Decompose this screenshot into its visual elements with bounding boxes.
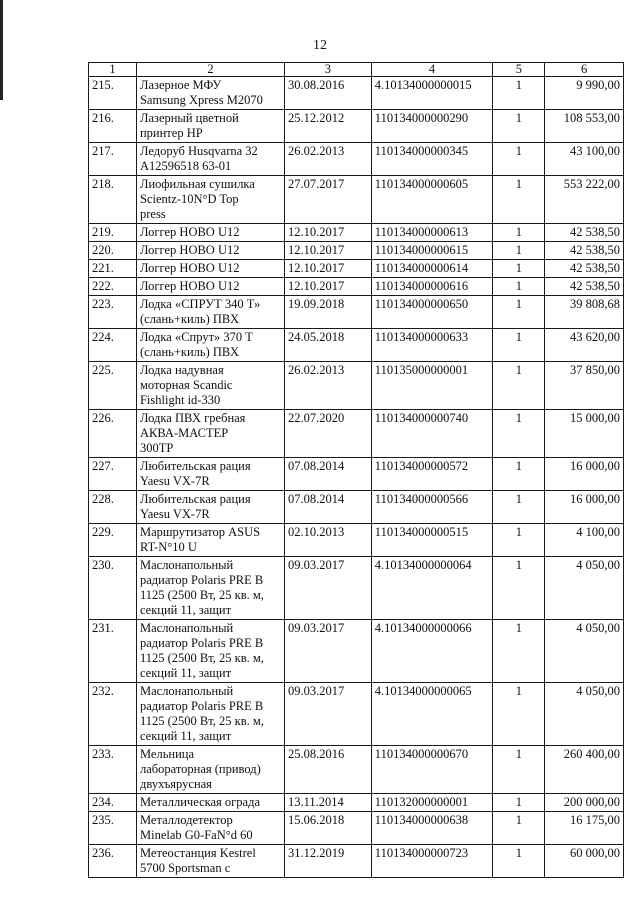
row-number: 234.: [89, 794, 137, 812]
acquisition-date: 12.10.2017: [285, 242, 372, 260]
column-header-4: 4: [371, 63, 492, 77]
acquisition-date: 07.08.2014: [285, 491, 372, 524]
item-name: Лазерный цветной принтер HP: [136, 110, 284, 143]
table-row: [89, 260, 624, 278]
cost-value: 4 050,00: [545, 683, 624, 746]
inventory-number: 110134000000613: [371, 224, 492, 242]
acquisition-date: 09.03.2017: [285, 620, 372, 683]
acquisition-date: 09.03.2017: [285, 557, 372, 620]
table-row: [89, 620, 624, 683]
row-number: 232.: [89, 683, 137, 746]
table-row: [89, 224, 624, 242]
item-name: Любительская рация Yaesu VX-7R: [136, 458, 284, 491]
quantity: 1: [493, 329, 545, 362]
quantity: 1: [493, 77, 545, 110]
column-header-5: 5: [493, 63, 545, 77]
column-header-2: 2: [136, 63, 284, 77]
inventory-number: 110134000000614: [371, 260, 492, 278]
item-name: Маршрутизатор ASUS RT-N°10 U: [136, 524, 284, 557]
row-number: 227.: [89, 458, 137, 491]
row-number: 236.: [89, 845, 137, 878]
inventory-number: 4.10134000000066: [371, 620, 492, 683]
row-number: 231.: [89, 620, 137, 683]
quantity: 1: [493, 410, 545, 458]
column-header-3: 3: [285, 63, 372, 77]
cost-value: 43 620,00: [545, 329, 624, 362]
table-row: [89, 242, 624, 260]
item-name: Металлическая ограда: [136, 794, 284, 812]
item-name: Логгер HOBO U12: [136, 260, 284, 278]
item-name: Ледоруб Husqvarna 32 A12596518 63-01: [136, 143, 284, 176]
table-row: [89, 458, 624, 491]
table-row: [89, 77, 624, 110]
column-header-1: 1: [89, 63, 137, 77]
quantity: 1: [493, 812, 545, 845]
row-number: 224.: [89, 329, 137, 362]
cost-value: 39 808,68: [545, 296, 624, 329]
quantity: 1: [493, 260, 545, 278]
cost-value: 16 000,00: [545, 491, 624, 524]
acquisition-date: 12.10.2017: [285, 278, 372, 296]
acquisition-date: 09.03.2017: [285, 683, 372, 746]
row-number: 228.: [89, 491, 137, 524]
row-number: 226.: [89, 410, 137, 458]
cost-value: 4 050,00: [545, 620, 624, 683]
table-row: [89, 845, 624, 878]
row-number: 222.: [89, 278, 137, 296]
cost-value: 15 000,00: [545, 410, 624, 458]
acquisition-date: 24.05.2018: [285, 329, 372, 362]
inventory-number: 110134000000670: [371, 746, 492, 794]
acquisition-date: 22.07.2020: [285, 410, 372, 458]
table-row: [89, 278, 624, 296]
quantity: 1: [493, 746, 545, 794]
quantity: 1: [493, 362, 545, 410]
quantity: 1: [493, 845, 545, 878]
item-name: Лазерное МФУ Samsung Xpress M2070: [136, 77, 284, 110]
item-name: Металлодетектор Minelab G0-FaN°d 60: [136, 812, 284, 845]
cost-value: 9 990,00: [545, 77, 624, 110]
row-number: 230.: [89, 557, 137, 620]
quantity: 1: [493, 176, 545, 224]
quantity: 1: [493, 224, 545, 242]
inventory-number: 110134000000633: [371, 329, 492, 362]
cost-value: 42 538,50: [545, 224, 624, 242]
table-row: [89, 410, 624, 458]
table-row: [89, 557, 624, 620]
cost-value: 4 100,00: [545, 524, 624, 557]
cost-value: 43 100,00: [545, 143, 624, 176]
acquisition-date: 07.08.2014: [285, 458, 372, 491]
row-number: 225.: [89, 362, 137, 410]
inventory-number: 110134000000638: [371, 812, 492, 845]
item-name: Маслонапольный радиатор Polaris PRE B 1125 (2500 Вт, 25 кв. м, секций 11, защит: [136, 620, 284, 683]
quantity: 1: [493, 143, 545, 176]
quantity: 1: [493, 242, 545, 260]
acquisition-date: 15.06.2018: [285, 812, 372, 845]
row-number: 219.: [89, 224, 137, 242]
cost-value: 60 000,00: [545, 845, 624, 878]
table-row: [89, 296, 624, 329]
row-number: 221.: [89, 260, 137, 278]
quantity: 1: [493, 491, 545, 524]
table-row: [89, 683, 624, 746]
inventory-number: 110134000000615: [371, 242, 492, 260]
inventory-number: 110134000000650: [371, 296, 492, 329]
quantity: 1: [493, 524, 545, 557]
item-name: Логгер HOBO U12: [136, 242, 284, 260]
cost-value: 42 538,50: [545, 278, 624, 296]
acquisition-date: 25.08.2016: [285, 746, 372, 794]
item-name: Логгер HOBO U12: [136, 278, 284, 296]
table-row: [89, 491, 624, 524]
inventory-number: 110134000000740: [371, 410, 492, 458]
acquisition-date: 26.02.2013: [285, 143, 372, 176]
quantity: 1: [493, 278, 545, 296]
quantity: 1: [493, 110, 545, 143]
property-registry-table: [88, 62, 624, 878]
cost-value: 260 400,00: [545, 746, 624, 794]
row-number: 215.: [89, 77, 137, 110]
quantity: 1: [493, 458, 545, 491]
acquisition-date: 30.08.2016: [285, 77, 372, 110]
item-name: Маслонапольный радиатор Polaris PRE B 1125 (2500 Вт, 25 кв. м, секций 11, защит: [136, 557, 284, 620]
table-row: [89, 524, 624, 557]
inventory-number: 110134000000345: [371, 143, 492, 176]
row-number: 216.: [89, 110, 137, 143]
acquisition-date: 27.07.2017: [285, 176, 372, 224]
row-number: 220.: [89, 242, 137, 260]
quantity: 1: [493, 296, 545, 329]
table-body: [89, 77, 624, 878]
column-header-6: 6: [545, 63, 624, 77]
acquisition-date: 19.09.2018: [285, 296, 372, 329]
page-number: 12: [313, 38, 327, 53]
row-number: 217.: [89, 143, 137, 176]
item-name: Лиофильная сушилка Scientz-10N°D Top press: [136, 176, 284, 224]
table-row: [89, 794, 624, 812]
quantity: 1: [493, 557, 545, 620]
acquisition-date: 02.10.2013: [285, 524, 372, 557]
table-row: [89, 746, 624, 794]
item-name: Метеостанция Kestrel 5700 Sportsman с: [136, 845, 284, 878]
inventory-number: 110134000000290: [371, 110, 492, 143]
inventory-number: 4.10134000000065: [371, 683, 492, 746]
item-name: Маслонапольный радиатор Polaris PRE B 1125 (2500 Вт, 25 кв. м, секций 11, защит: [136, 683, 284, 746]
row-number: 223.: [89, 296, 137, 329]
inventory-number: 110135000000001: [371, 362, 492, 410]
cost-value: 42 538,50: [545, 242, 624, 260]
row-number: 235.: [89, 812, 137, 845]
acquisition-date: 13.11.2014: [285, 794, 372, 812]
table-row: [89, 362, 624, 410]
acquisition-date: 31.12.2019: [285, 845, 372, 878]
cost-value: 42 538,50: [545, 260, 624, 278]
cost-value: 16 175,00: [545, 812, 624, 845]
item-name: Лодка надувная моторная Scandic Fishlight id-330: [136, 362, 284, 410]
cost-value: 108 553,00: [545, 110, 624, 143]
item-name: Логгер HOBO U12: [136, 224, 284, 242]
item-name: Любительская рация Yaesu VX-7R: [136, 491, 284, 524]
inventory-number: 4.10134000000015: [371, 77, 492, 110]
acquisition-date: 12.10.2017: [285, 224, 372, 242]
table-header-row: [89, 63, 624, 77]
cost-value: 200 000,00: [545, 794, 624, 812]
item-name: Лодка ПВХ гребная АКВА-МАСТЕР 300ТР: [136, 410, 284, 458]
table-row: [89, 329, 624, 362]
acquisition-date: 26.02.2013: [285, 362, 372, 410]
cost-value: 37 850,00: [545, 362, 624, 410]
row-number: 218.: [89, 176, 137, 224]
inventory-number: 4.10134000000064: [371, 557, 492, 620]
inventory-number: 110134000000616: [371, 278, 492, 296]
row-number: 229.: [89, 524, 137, 557]
quantity: 1: [493, 620, 545, 683]
table-row: [89, 176, 624, 224]
item-name: Мельница лабораторная (привод) двухъярусная: [136, 746, 284, 794]
cost-value: 553 222,00: [545, 176, 624, 224]
inventory-number: 110134000000723: [371, 845, 492, 878]
item-name: Лодка «СПРУТ 340 Т» (слань+киль) ПВХ: [136, 296, 284, 329]
item-name: Лодка «Спрут» 370 Т (слань+киль) ПВХ: [136, 329, 284, 362]
inventory-number: 110134000000605: [371, 176, 492, 224]
table-row: [89, 110, 624, 143]
quantity: 1: [493, 683, 545, 746]
inventory-number: 110134000000572: [371, 458, 492, 491]
table-row: [89, 812, 624, 845]
acquisition-date: 25.12.2012: [285, 110, 372, 143]
inventory-number: 110134000000566: [371, 491, 492, 524]
cost-value: 16 000,00: [545, 458, 624, 491]
table-row: [89, 143, 624, 176]
inventory-number: 110132000000001: [371, 794, 492, 812]
inventory-number: 110134000000515: [371, 524, 492, 557]
quantity: 1: [493, 794, 545, 812]
cost-value: 4 050,00: [545, 557, 624, 620]
acquisition-date: 12.10.2017: [285, 260, 372, 278]
row-number: 233.: [89, 746, 137, 794]
